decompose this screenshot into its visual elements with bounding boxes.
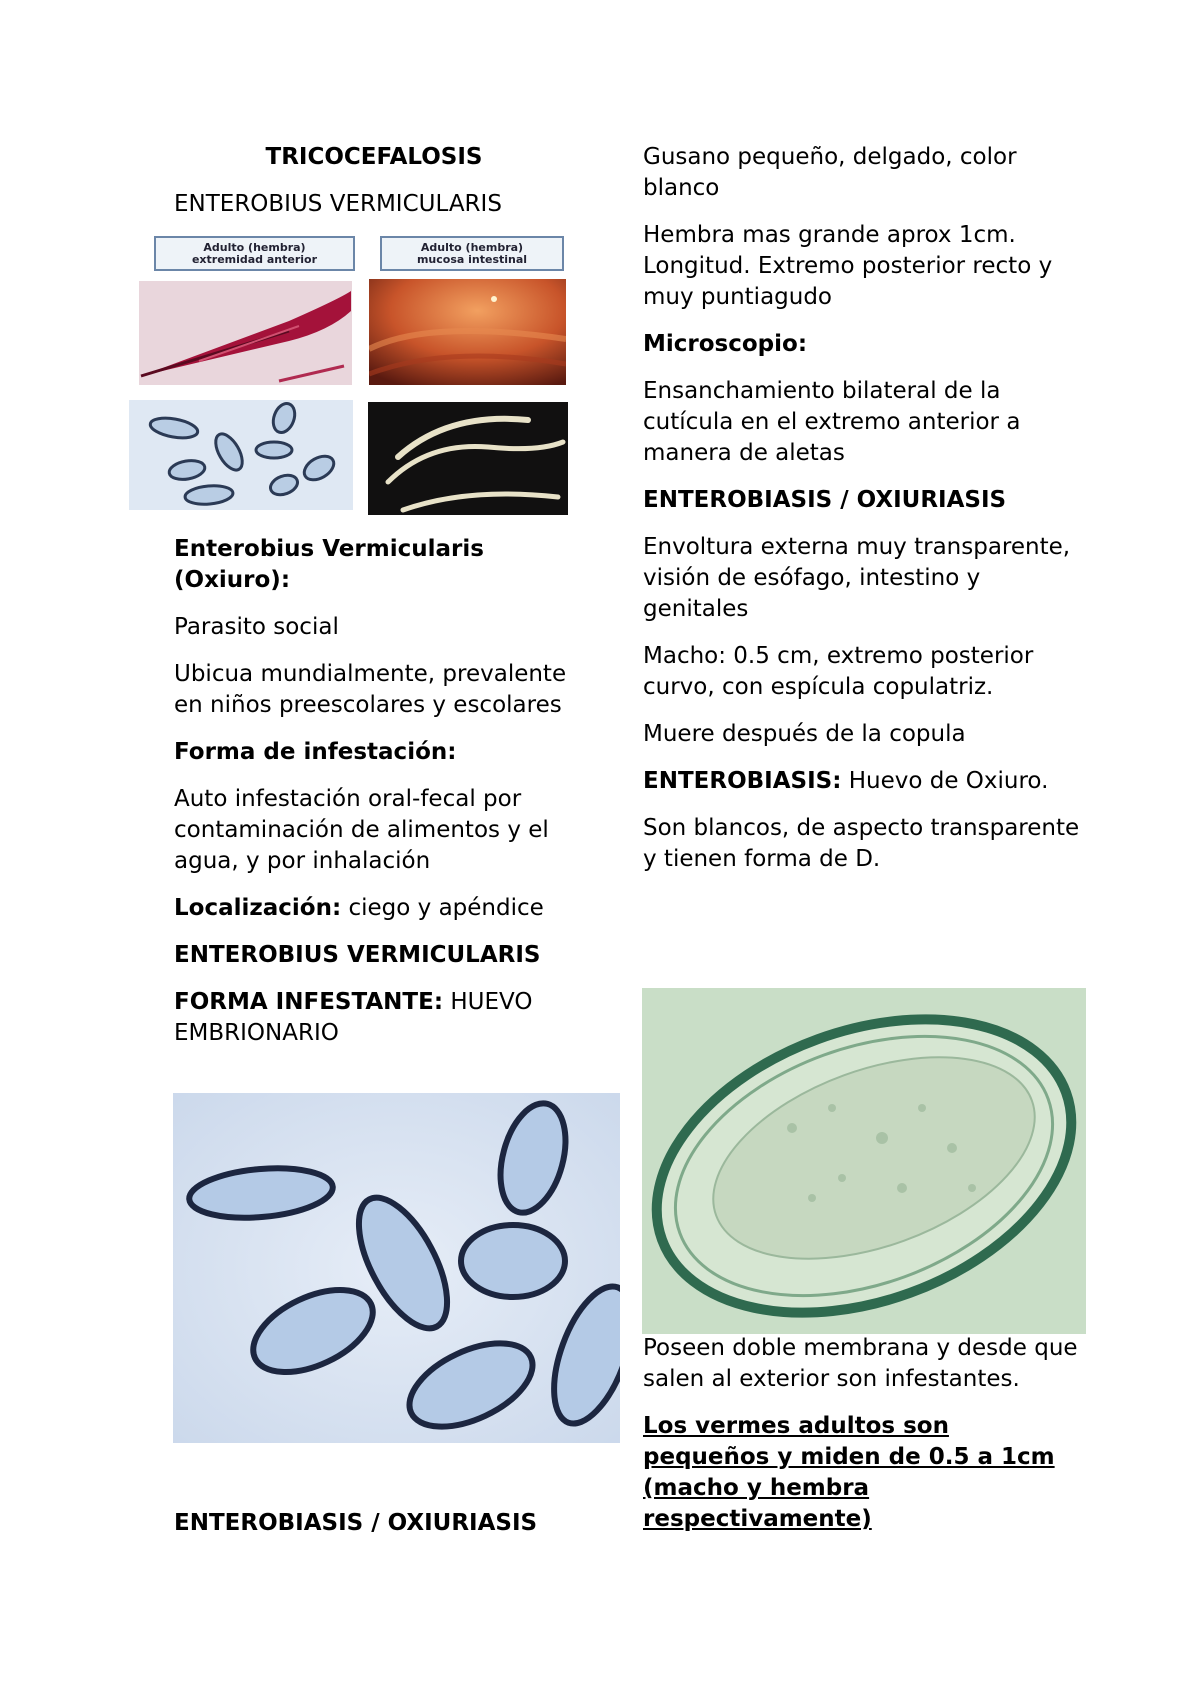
eggs-large-image (173, 1093, 620, 1443)
text-doble-membrana: Poseen doble membrana y desde que salen al exterior son infestantes. (643, 1335, 1078, 1392)
caption-female-mucosa: Adulto (hembra) mucosa intestinal (380, 236, 564, 271)
left-column-top (174, 142, 574, 236)
text-macho: Macho: 0.5 cm, extremo posterior curvo, con espícula copulatriz. (643, 643, 1034, 700)
worm-anterior-image (139, 281, 352, 385)
caption-female-anterior: Adulto (hembra) extremidad anterior (154, 236, 355, 271)
text-auto-infestacion: Auto infestación oral-fecal por contaminación de alimentos y el agua, y por inhalación (174, 786, 549, 874)
text-parasito: Parasito social (174, 614, 339, 640)
text-ubicua: Ubicua mundialmente, prevalente en niños preescolares y escolares (174, 661, 567, 718)
heading-enterobiasis-right: ENTEROBIASIS / OXIURIASIS (643, 487, 1007, 513)
left-column-bottom (174, 1508, 574, 1555)
text-ensanchamiento: Ensanchamiento bilateral de la cutícula en el extremo anterior a manera de aletas (643, 378, 1021, 466)
heading-oxiuro: Enterobius Vermicularis (Oxiuro): (174, 536, 484, 593)
single-egg-image (642, 988, 1086, 1334)
text-localizacion: Localización: ciego y apéndice (174, 895, 544, 921)
mucosa-image (369, 279, 566, 385)
text-vermes-adultos: Los vermes adultos son pequeños y miden de 0.5 a 1cm (macho y hembra respectivamente) (643, 1413, 1055, 1532)
page-title: TRICOCEFALOSIS (265, 144, 483, 170)
text-muere: Muere después de la copula (643, 721, 966, 747)
subtitle: ENTEROBIUS VERMICULARIS (174, 191, 502, 217)
text-envoltura: Envoltura externa muy transparente, visión de esófago, intestino y genitales (643, 534, 1071, 622)
heading-enterobiasis-left: ENTEROBIASIS / OXIURIASIS (174, 1510, 538, 1536)
heading-enterobius: ENTEROBIUS VERMICULARIS (174, 942, 541, 968)
text-hembra: Hembra mas grande aprox 1cm. Longitud. Extremo posterior recto y muy puntiagudo (643, 222, 1053, 310)
text-son-blancos: Son blancos, de aspecto transparente y tienen forma de D. (643, 815, 1080, 872)
adult-worms-image (368, 402, 568, 515)
right-column-top (643, 142, 1083, 891)
text-huevo-oxiuro: ENTEROBIASIS: Huevo de Oxiuro. (643, 768, 1049, 794)
text-gusano: Gusano pequeño, delgado, color blanco (643, 144, 1017, 201)
eggs-small-image (129, 400, 353, 510)
right-column-bottom (643, 1333, 1083, 1551)
heading-infestacion: Forma de infestación: (174, 739, 457, 765)
heading-microscopio: Microscopio: (643, 331, 808, 357)
text-forma-infestante: FORMA INFESTANTE: HUEVO EMBRIONARIO (174, 989, 533, 1046)
left-column-middle (174, 534, 574, 1065)
